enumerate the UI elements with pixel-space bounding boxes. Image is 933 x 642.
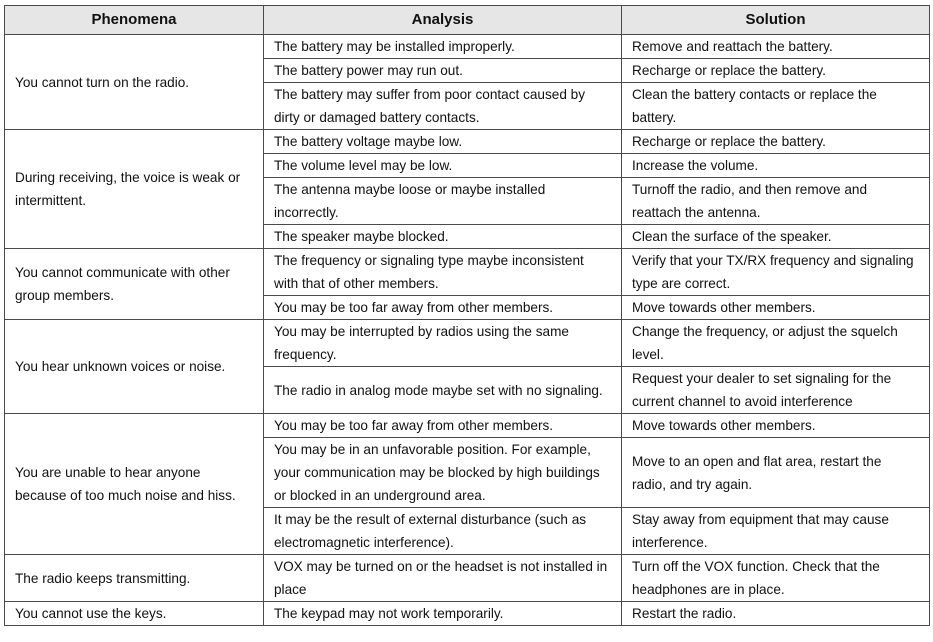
table-row [5, 130, 930, 154]
analysis-cell: It may be the result of external disturbance (such as electromagnetic interference). [264, 508, 622, 555]
solution-cell: Recharge or replace the battery. [622, 130, 930, 154]
analysis-cell: The volume level may be low. [264, 154, 622, 178]
analysis-cell: The antenna maybe loose or maybe installed incorrectly. [264, 178, 622, 225]
solution-cell: Move towards other members. [622, 296, 930, 320]
phenomenon-cell: You cannot turn on the radio. [5, 35, 264, 130]
phenomenon-cell: The radio keeps transmitting. [5, 555, 264, 602]
solution-cell: Turnoff the radio, and then remove and reattach the antenna. [622, 178, 930, 225]
phenomenon-cell: During receiving, the voice is weak or intermittent. [5, 130, 264, 249]
solution-cell: Clean the surface of the speaker. [622, 225, 930, 249]
solution-cell: Request your dealer to set signaling for the current channel to avoid interference [622, 367, 930, 414]
solution-cell: Turn off the VOX function. Check that the headphones are in place. [622, 555, 930, 602]
solution-cell: Move to an open and flat area, restart the radio, and try again. [622, 438, 930, 508]
analysis-cell: The radio in analog mode maybe set with no signaling. [264, 367, 622, 414]
analysis-cell: The frequency or signaling type maybe inconsistent with that of other members. [264, 249, 622, 296]
phenomenon-cell: You cannot use the keys. [5, 602, 264, 626]
header-phenomena: Phenomena [5, 6, 264, 35]
analysis-cell: The keypad may not work temporarily. [264, 602, 622, 626]
analysis-cell: The battery power may run out. [264, 59, 622, 83]
phenomenon-cell: You cannot communicate with other group members. [5, 249, 264, 320]
analysis-cell: You may be too far away from other members. [264, 296, 622, 320]
table-body [5, 35, 930, 626]
phenomenon-cell: You hear unknown voices or noise. [5, 320, 264, 414]
header-analysis: Analysis [264, 6, 622, 35]
solution-cell: Clean the battery contacts or replace the battery. [622, 83, 930, 130]
solution-cell: Change the frequency, or adjust the squelch level. [622, 320, 930, 367]
solution-cell: Restart the radio. [622, 602, 930, 626]
solution-cell: Remove and reattach the battery. [622, 35, 930, 59]
analysis-cell: The battery may be installed improperly. [264, 35, 622, 59]
analysis-cell: The battery may suffer from poor contact caused by dirty or damaged battery contacts. [264, 83, 622, 130]
table-row [5, 35, 930, 59]
analysis-cell: VOX may be turned on or the headset is not installed in place [264, 555, 622, 602]
table-row [5, 249, 930, 296]
header-solution: Solution [622, 6, 930, 35]
analysis-cell: The speaker maybe blocked. [264, 225, 622, 249]
solution-cell: Stay away from equipment that may cause interference. [622, 508, 930, 555]
solution-cell: Verify that your TX/RX frequency and signaling type are correct. [622, 249, 930, 296]
table-header [5, 6, 930, 35]
table-row [5, 320, 930, 367]
troubleshooting-table [4, 5, 930, 626]
table-row [5, 602, 930, 626]
phenomenon-cell: You are unable to hear anyone because of too much noise and hiss. [5, 414, 264, 555]
analysis-cell: The battery voltage maybe low. [264, 130, 622, 154]
solution-cell: Recharge or replace the battery. [622, 59, 930, 83]
analysis-cell: You may be in an unfavorable position. For example, your communication may be blocked by high buildings or blocked in an underground area. [264, 438, 622, 508]
analysis-cell: You may be interrupted by radios using the same frequency. [264, 320, 622, 367]
table-row [5, 414, 930, 438]
solution-cell: Move towards other members. [622, 414, 930, 438]
solution-cell: Increase the volume. [622, 154, 930, 178]
analysis-cell: You may be too far away from other members. [264, 414, 622, 438]
header-row [5, 6, 930, 35]
table-row [5, 555, 930, 602]
